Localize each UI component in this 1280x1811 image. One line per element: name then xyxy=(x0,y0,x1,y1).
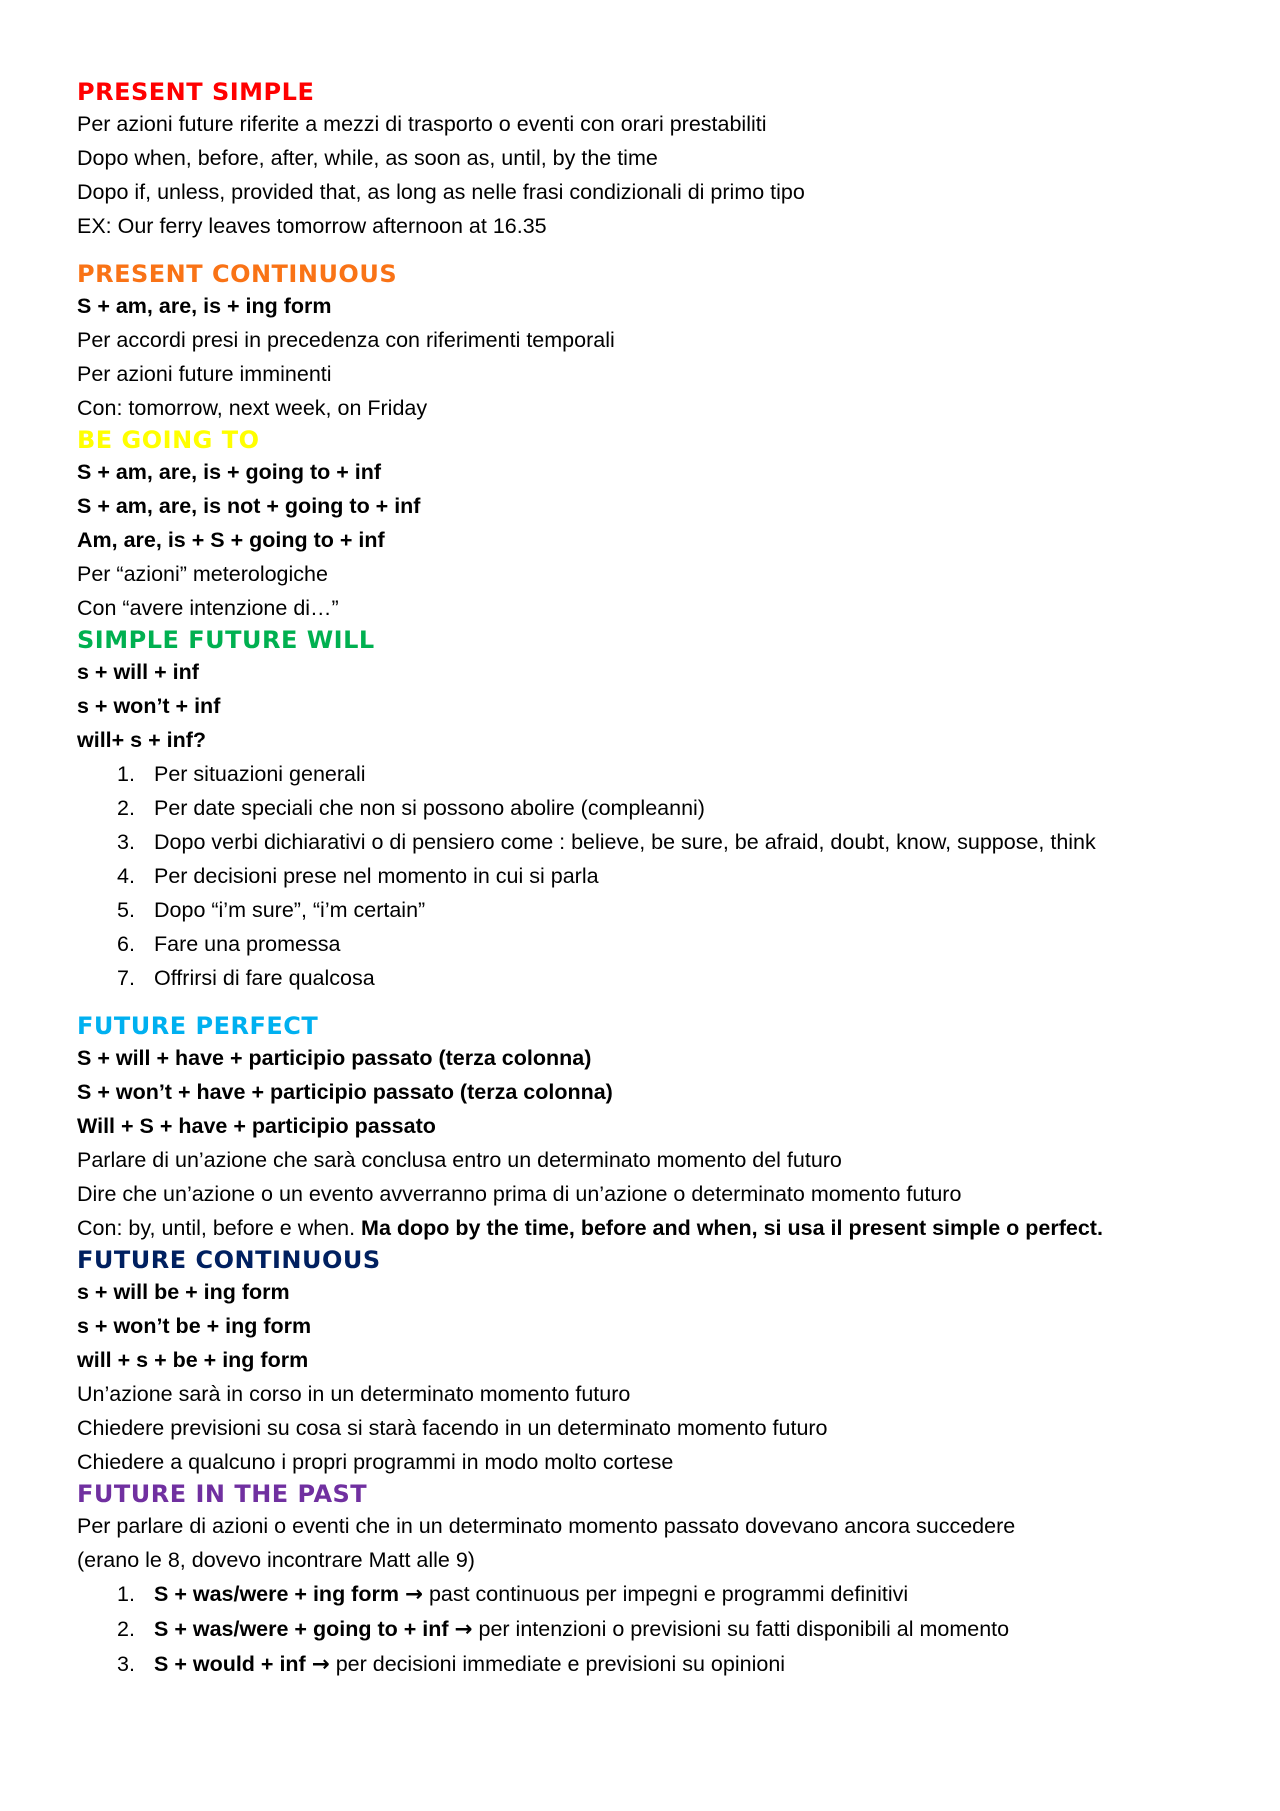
list-item xyxy=(77,893,1217,927)
list-text: Offrirsi di fare qualcosa xyxy=(154,966,375,990)
simple-future-formula: s + will + inf xyxy=(77,660,199,684)
list-item xyxy=(77,927,1217,961)
future-perfect-line: Parlare di un’azione che sarà conclusa entro un determinato momento del futuro xyxy=(77,1148,842,1172)
present-simple-line: Per azioni future riferite a mezzi di trasporto o eventi con orari prestabiliti xyxy=(77,112,767,136)
heading-future-continuous: FUTURE CONTINUOUS xyxy=(77,1246,381,1274)
list-number: 1. xyxy=(117,762,135,786)
future-continuous-line: Un’azione sarà in corso in un determinato momento futuro xyxy=(77,1382,631,1406)
list-text: Per date speciali che non si possono abolire (compleanni) xyxy=(154,796,705,820)
heading-future-in-the-past: FUTURE IN THE PAST xyxy=(77,1480,368,1508)
future-in-the-past-line: Per parlare di azioni o eventi che in un determinato momento passato dovevano ancora succedere xyxy=(77,1514,1016,1538)
list-text: Dopo verbi dichiarativi o di pensiero come : believe, be sure, be afraid, doubt, know, suppose, think xyxy=(154,830,1096,854)
list-number: 6. xyxy=(117,932,135,956)
present-simple-line: Dopo when, before, after, while, as soon as, until, by the time xyxy=(77,146,658,170)
heading-present-continuous: PRESENT CONTINUOUS xyxy=(77,260,398,288)
simple-future-uses-list xyxy=(77,757,1217,995)
future-perfect-con-text: Con: by, until, before e when. xyxy=(77,1216,362,1240)
present-simple-line: Dopo if, unless, provided that, as long as nelle frasi condizionali di primo tipo xyxy=(77,180,805,204)
list-number: 2. xyxy=(117,796,135,820)
list-formula: S + was/were + going to + inf xyxy=(154,1617,449,1641)
list-item xyxy=(77,1577,1217,1612)
heading-present-simple: PRESENT SIMPLE xyxy=(77,78,315,106)
be-going-to-formula: S + am, are, is not + going to + inf xyxy=(77,494,421,518)
present-continuous-line: Per azioni future imminenti xyxy=(77,362,332,386)
arrow-right-icon: → xyxy=(404,1582,423,1607)
list-number: 1. xyxy=(117,1582,135,1606)
future-perfect-con-line xyxy=(77,1211,1217,1245)
list-item xyxy=(77,1647,1217,1682)
arrow-right-icon: → xyxy=(454,1617,473,1642)
future-continuous-formula: will + s + be + ing form xyxy=(77,1348,309,1372)
future-continuous-formula: s + won’t be + ing form xyxy=(77,1314,312,1338)
present-simple-example: EX: Our ferry leaves tomorrow afternoon at 16.35 xyxy=(77,214,547,238)
be-going-to-formula: S + am, are, is + going to + inf xyxy=(77,460,382,484)
list-number: 5. xyxy=(117,898,135,922)
list-item xyxy=(77,859,1217,893)
future-perfect-line: Dire che un’azione o un evento avverranno prima di un’azione o determinato momento futuro xyxy=(77,1182,962,1206)
list-text: Per situazioni generali xyxy=(154,762,366,786)
future-perfect-formula: Will + S + have + participio passato xyxy=(77,1114,436,1138)
future-perfect-formula: S + will + have + participio passato (terza colonna) xyxy=(77,1046,592,1070)
list-text: past continuous per impegni e programmi definitivi xyxy=(428,1582,909,1606)
list-text: Fare una promessa xyxy=(154,932,341,956)
future-continuous-formula: s + will be + ing form xyxy=(77,1280,290,1304)
future-in-the-past-list xyxy=(77,1577,1217,1682)
list-item xyxy=(77,825,1217,859)
simple-future-formula: will+ s + inf? xyxy=(77,728,207,752)
future-perfect-con-note: Ma dopo by the time, before and when, si usa il present simple o perfect. xyxy=(361,1216,1103,1240)
be-going-to-line: Con “avere intenzione di…” xyxy=(77,596,339,620)
list-formula: S + would + inf xyxy=(154,1652,306,1676)
list-number: 2. xyxy=(117,1617,135,1641)
list-formula: S + was/were + ing form xyxy=(154,1582,399,1606)
heading-simple-future-will: SIMPLE FUTURE WILL xyxy=(77,626,375,654)
list-number: 7. xyxy=(117,966,135,990)
list-item xyxy=(77,961,1217,995)
simple-future-formula: s + won’t + inf xyxy=(77,694,221,718)
list-text: Dopo “i’m sure”, “i’m certain” xyxy=(154,898,426,922)
future-perfect-formula: S + won’t + have + participio passato (terza colonna) xyxy=(77,1080,613,1104)
list-item xyxy=(77,1612,1217,1647)
list-number: 3. xyxy=(117,1652,135,1676)
arrow-right-icon: → xyxy=(311,1652,330,1677)
heading-future-perfect: FUTURE PERFECT xyxy=(77,1012,319,1040)
present-continuous-line: Per accordi presi in precedenza con riferimenti temporali xyxy=(77,328,615,352)
list-item xyxy=(77,791,1217,825)
list-number: 3. xyxy=(117,830,135,854)
future-in-the-past-example: (erano le 8, dovevo incontrare Matt alle 9) xyxy=(77,1548,475,1572)
be-going-to-line: Per “azioni” meterologiche xyxy=(77,562,328,586)
list-item xyxy=(77,757,1217,791)
list-number: 4. xyxy=(117,864,135,888)
future-continuous-line: Chiedere a qualcuno i propri programmi in modo molto cortese xyxy=(77,1450,674,1474)
future-continuous-line: Chiedere previsioni su cosa si starà facendo in un determinato momento futuro xyxy=(77,1416,828,1440)
list-text: Per decisioni prese nel momento in cui si parla xyxy=(154,864,599,888)
be-going-to-formula: Am, are, is + S + going to + inf xyxy=(77,528,385,552)
list-text: per decisioni immediate e previsioni su opinioni xyxy=(335,1652,786,1676)
present-continuous-formula: S + am, are, is + ing form xyxy=(77,294,332,318)
document-page xyxy=(77,77,1217,1682)
list-text: per intenzioni o previsioni su fatti disponibili al momento xyxy=(478,1617,1010,1641)
heading-be-going-to: BE GOING TO xyxy=(77,426,260,454)
present-continuous-line: Con: tomorrow, next week, on Friday xyxy=(77,396,428,420)
